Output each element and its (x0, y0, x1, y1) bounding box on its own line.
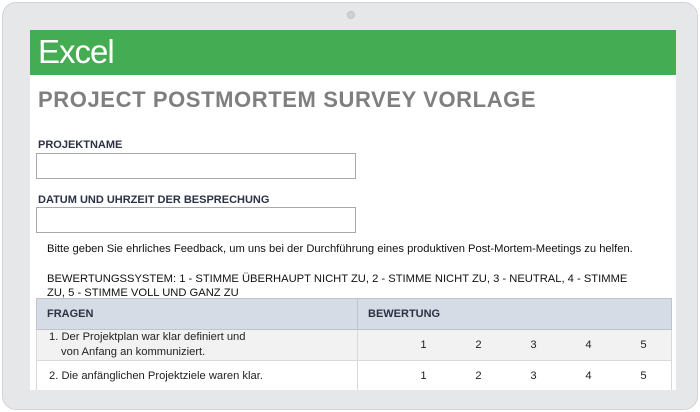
score-options (358, 370, 671, 382)
project-name-input[interactable] (36, 153, 356, 179)
question-text-line: 2. Die anfänglichen Projektziele waren klar. (49, 369, 263, 382)
score-option[interactable]: 2 (475, 339, 482, 351)
score-option[interactable]: 2 (475, 370, 482, 382)
instructions-text: Bitte geben Sie ehrliches Feedback, um uns bei der Durchführung eines produktiven Post-Mortem-Meetings zu helfen. (47, 243, 633, 255)
spreadsheet-screen (30, 30, 676, 390)
score-cell[interactable] (358, 330, 672, 361)
score-option[interactable]: 4 (585, 339, 592, 351)
questions-header: FRAGEN (37, 299, 358, 330)
page-title: PROJECT POSTMORTEM SURVEY VORLAGE (38, 87, 537, 112)
question-text-line: von Anfang an kommuniziert. (61, 346, 206, 358)
score-option[interactable]: 5 (640, 370, 647, 382)
table-header-row (37, 299, 672, 330)
score-option[interactable]: 5 (640, 339, 647, 351)
score-option[interactable]: 4 (585, 370, 592, 382)
rating-header: BEWERTUNG (358, 299, 672, 330)
question-cell[interactable] (37, 330, 358, 361)
score-cell[interactable] (358, 361, 672, 391)
rating-system-text: BEWERTUNGSSYSTEM: 1 - STIMME ÜBERHAUPT NICHT ZU, 2 - STIMME NICHT ZU, 3 - NEUTRAL, 4 - STIMME ZU, 5 - STIMME VOLL UND GANZ ZU (47, 273, 628, 299)
survey-table (36, 298, 672, 390)
question-cell[interactable] (37, 361, 358, 391)
table-row (37, 330, 672, 361)
device-frame (2, 2, 698, 410)
score-options (358, 339, 671, 351)
meeting-date-label: DATUM UND UHRZEIT DER BESPRECHUNG (38, 194, 270, 206)
app-header (30, 30, 676, 75)
question-text-line: 1. Der Projektplan war klar definiert und (49, 331, 246, 343)
table-row (37, 361, 672, 391)
score-option[interactable]: 3 (530, 339, 537, 351)
score-option[interactable]: 1 (420, 370, 427, 382)
score-option[interactable]: 1 (420, 339, 427, 351)
app-title: Excel (38, 33, 114, 70)
score-option[interactable]: 3 (530, 370, 537, 382)
camera-icon (347, 11, 355, 19)
project-name-label: PROJEKTNAME (38, 139, 123, 151)
meeting-date-input[interactable] (36, 207, 356, 233)
